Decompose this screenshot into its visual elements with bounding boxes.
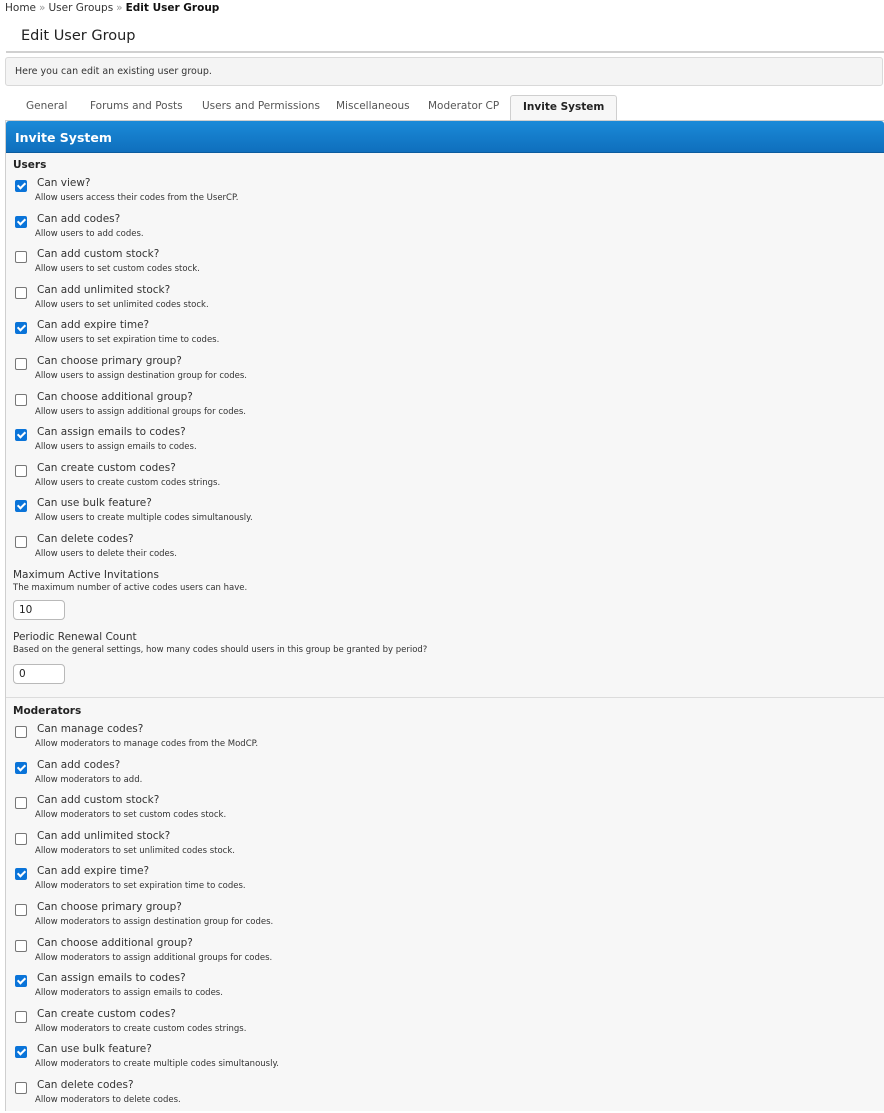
- page-title-bar: [6, 25, 884, 53]
- tab-miscellaneous[interactable]: Miscellaneous: [336, 100, 410, 112]
- breadcrumb: [5, 2, 219, 14]
- option-label[interactable]: Can choose additional group?: [37, 936, 193, 949]
- moderators-can-choose-additional-group-checkbox[interactable]: [15, 940, 27, 952]
- option-description: Allow users to create multiple codes simultanously.: [35, 513, 253, 524]
- option-label[interactable]: Can choose additional group?: [37, 390, 193, 403]
- moderators-can-add-unlimited-stock-checkbox[interactable]: [15, 833, 27, 845]
- periodic-renewal-count-input[interactable]: [13, 664, 65, 684]
- moderators-option-can-assign-emails-to-codes[interactable]: [13, 972, 613, 1006]
- option-description: Allow users to set custom codes stock.: [35, 264, 200, 275]
- users-can-view-checkbox[interactable]: [15, 180, 27, 192]
- breadcrumb-home-link[interactable]: Home: [5, 2, 37, 14]
- option-label[interactable]: Can choose primary group?: [37, 901, 182, 913]
- invite-system-panel: [5, 120, 884, 1111]
- option-description: Allow users to delete their codes.: [35, 549, 177, 559]
- option-label[interactable]: Can assign emails to codes?: [37, 972, 186, 985]
- tab-general[interactable]: General: [26, 100, 68, 112]
- periodic-renewal-count-desc: Based on the general settings, how many codes should users in this group be granted by period?: [13, 645, 428, 655]
- option-description: Allow users access their codes from the UserCP.: [35, 193, 239, 203]
- users-can-choose-primary-group-checkbox[interactable]: [15, 358, 27, 370]
- moderators-can-create-custom-codes-checkbox[interactable]: [15, 1011, 27, 1023]
- option-label[interactable]: Can view?: [37, 177, 91, 189]
- option-label[interactable]: Can add expire time?: [37, 319, 150, 332]
- option-description: Allow moderators to delete codes.: [35, 1095, 181, 1105]
- users-option-can-add-custom-stock[interactable]: [13, 248, 613, 282]
- option-label[interactable]: Can add codes?: [37, 758, 121, 771]
- users-can-assign-emails-to-codes-checkbox[interactable]: [15, 429, 27, 441]
- tab-moderator-cp[interactable]: Moderator CP: [428, 100, 500, 112]
- moderators-can-delete-codes-checkbox[interactable]: [15, 1082, 27, 1094]
- moderators-option-can-add-expire-time[interactable]: [13, 865, 613, 899]
- users-option-can-add-unlimited-stock[interactable]: [13, 284, 613, 318]
- option-description: Allow users to add codes.: [35, 228, 144, 239]
- moderators-option-can-use-bulk-feature[interactable]: [13, 1043, 613, 1077]
- max-active-invitations-input[interactable]: [13, 600, 65, 620]
- option-label[interactable]: Can use bulk feature?: [37, 1043, 152, 1056]
- breadcrumb-separator: »: [116, 2, 123, 14]
- tab-users-and-permissions[interactable]: Users and Permissions: [202, 100, 320, 112]
- moderators-option-can-add-custom-stock[interactable]: [13, 794, 613, 828]
- moderators-can-assign-emails-to-codes-checkbox[interactable]: [15, 975, 27, 987]
- users-can-add-codes-checkbox[interactable]: [15, 216, 27, 228]
- breadcrumb-separator: »: [39, 2, 46, 14]
- option-label[interactable]: Can delete codes?: [37, 1079, 134, 1091]
- breadcrumb-user-groups-link[interactable]: User Groups: [48, 2, 114, 14]
- users-can-delete-codes-checkbox[interactable]: [15, 536, 27, 548]
- users-option-can-choose-primary-group[interactable]: [13, 355, 613, 389]
- users-can-add-unlimited-stock-checkbox[interactable]: [15, 287, 27, 299]
- option-description: Allow moderators to assign emails to codes.: [35, 988, 223, 999]
- option-label[interactable]: Can create custom codes?: [37, 1007, 176, 1020]
- option-label[interactable]: Can manage codes?: [37, 723, 144, 735]
- panel-header: [6, 121, 884, 153]
- users-can-create-custom-codes-checkbox[interactable]: [15, 465, 27, 477]
- moderators-can-manage-codes-checkbox[interactable]: [15, 726, 27, 738]
- option-label[interactable]: Can delete codes?: [37, 533, 134, 545]
- users-option-can-view[interactable]: [13, 177, 613, 211]
- panel-header-title: Invite System: [15, 130, 112, 145]
- moderators-can-add-expire-time-checkbox[interactable]: [15, 868, 27, 880]
- users-option-can-create-custom-codes[interactable]: [13, 462, 613, 496]
- option-description: Allow users to assign additional groups for codes.: [35, 406, 246, 417]
- moderators-can-use-bulk-feature-checkbox[interactable]: [15, 1046, 27, 1058]
- moderators-option-can-add-codes[interactable]: [13, 759, 613, 793]
- option-label[interactable]: Can add custom stock?: [37, 248, 160, 261]
- moderators-can-add-codes-checkbox[interactable]: [15, 762, 27, 774]
- users-option-can-add-codes[interactable]: [13, 213, 613, 247]
- users-option-can-choose-additional-group[interactable]: [13, 391, 613, 425]
- moderators-can-choose-primary-group-checkbox[interactable]: [15, 904, 27, 916]
- tab-forums-and-posts[interactable]: Forums and Posts: [90, 100, 183, 112]
- breadcrumb-current: Edit User Group: [125, 2, 220, 14]
- users-option-can-delete-codes[interactable]: [13, 533, 613, 567]
- moderators-option-can-manage-codes[interactable]: [13, 723, 613, 757]
- users-can-choose-additional-group-checkbox[interactable]: [15, 394, 27, 406]
- users-can-add-expire-time-checkbox[interactable]: [15, 322, 27, 334]
- users-option-can-add-expire-time[interactable]: [13, 319, 613, 353]
- option-label[interactable]: Can add unlimited stock?: [37, 283, 171, 296]
- users-can-use-bulk-feature-checkbox[interactable]: [15, 500, 27, 512]
- tab-invite-system[interactable]: Invite System: [510, 95, 617, 120]
- page-notice: [5, 57, 883, 86]
- page-title: Edit User Group: [21, 28, 136, 44]
- page-notice-text: Here you can edit an existing user group.: [15, 66, 212, 77]
- users-option-can-assign-emails-to-codes[interactable]: [13, 426, 613, 460]
- moderators-can-add-custom-stock-checkbox[interactable]: [15, 797, 27, 809]
- max-active-invitations-label: Maximum Active Invitations: [13, 569, 159, 581]
- moderators-option-can-choose-primary-group[interactable]: [13, 901, 613, 935]
- option-label[interactable]: Can add custom stock?: [37, 794, 160, 807]
- moderators-section-title: Moderators: [13, 705, 82, 717]
- users-section-title: Users: [13, 159, 47, 171]
- option-description: Allow moderators to manage codes from the ModCP.: [35, 739, 259, 749]
- section-divider: [6, 697, 884, 698]
- moderators-option-can-delete-codes[interactable]: [13, 1079, 613, 1113]
- moderators-option-can-add-unlimited-stock[interactable]: [13, 830, 613, 864]
- option-description: Allow moderators to set unlimited codes stock.: [35, 845, 235, 856]
- option-description: Allow users to set unlimited codes stock.: [35, 299, 209, 310]
- moderators-option-can-create-custom-codes[interactable]: [13, 1008, 613, 1042]
- moderators-option-can-choose-additional-group[interactable]: [13, 937, 613, 971]
- option-description: Allow users to set expiration time to codes.: [35, 335, 220, 346]
- option-label[interactable]: Can assign emails to codes?: [37, 426, 186, 439]
- option-label[interactable]: Can create custom codes?: [37, 461, 176, 474]
- option-label[interactable]: Can add codes?: [37, 212, 121, 225]
- option-description: Allow moderators to assign additional groups for codes.: [35, 952, 273, 963]
- max-active-invitations-desc: The maximum number of active codes users can have.: [13, 583, 248, 593]
- users-can-add-custom-stock-checkbox[interactable]: [15, 251, 27, 263]
- option-description: Allow users to assign destination group for codes.: [35, 371, 247, 381]
- option-description: Allow moderators to create custom codes strings.: [35, 1023, 247, 1034]
- option-description: Allow users to assign emails to codes.: [35, 442, 197, 453]
- option-description: Allow moderators to add.: [35, 774, 143, 785]
- periodic-renewal-count-label: Periodic Renewal Count: [13, 631, 137, 643]
- option-label[interactable]: Can use bulk feature?: [37, 497, 152, 510]
- option-description: Allow moderators to set expiration time to codes.: [35, 881, 246, 892]
- users-option-can-use-bulk-feature[interactable]: [13, 497, 613, 531]
- option-description: Allow users to create custom codes strings.: [35, 477, 221, 488]
- option-description: Allow moderators to create multiple codes simultanously.: [35, 1059, 279, 1070]
- option-label[interactable]: Can choose primary group?: [37, 355, 182, 367]
- option-label[interactable]: Can add unlimited stock?: [37, 829, 171, 842]
- option-description: Allow moderators to assign destination group for codes.: [35, 917, 274, 927]
- option-description: Allow moderators to set custom codes stock.: [35, 810, 227, 821]
- option-label[interactable]: Can add expire time?: [37, 865, 150, 878]
